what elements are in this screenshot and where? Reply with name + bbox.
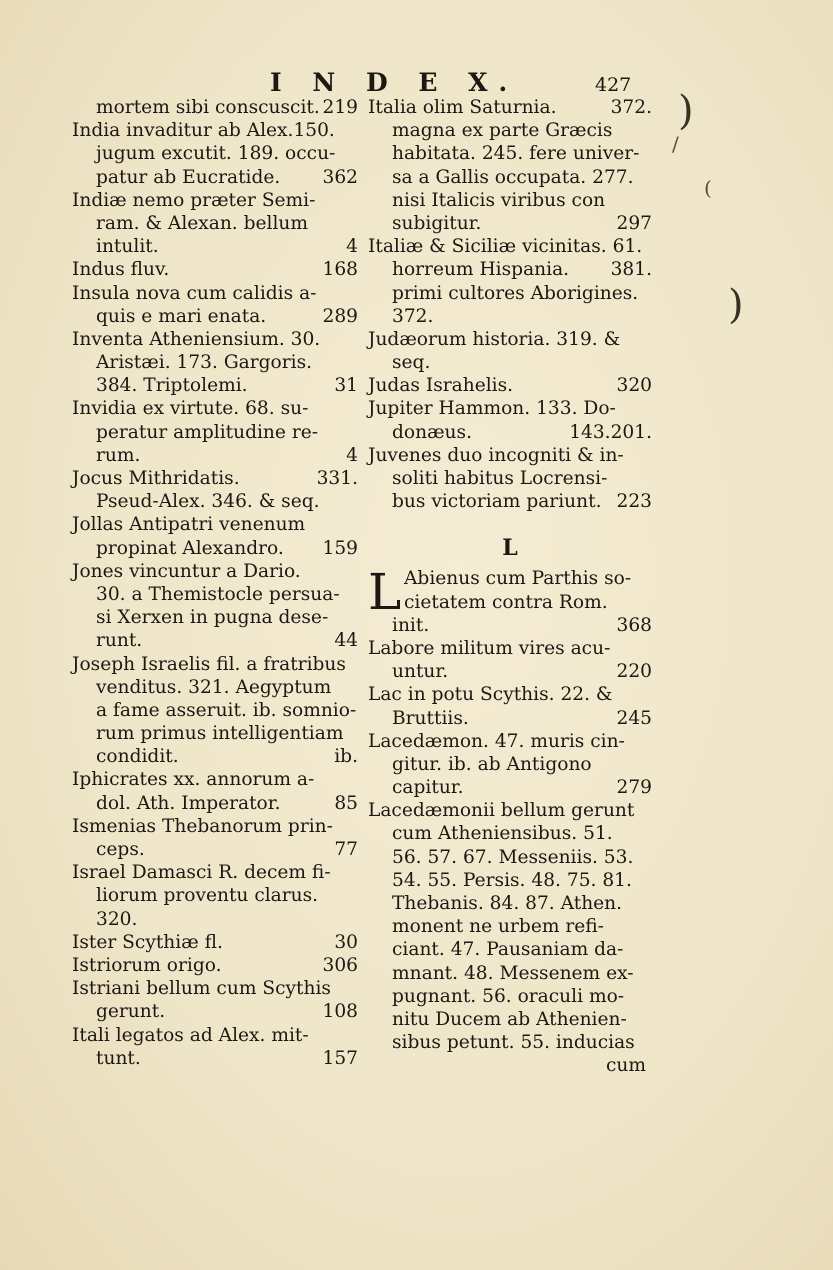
index-entry-line [72,745,358,768]
entry-text: jugum excutit. 189. occu- [96,143,336,165]
index-entry-line [72,931,358,954]
entry-text: Indus fluv. [72,259,170,281]
index-entry-line [368,374,652,397]
entry-text: soliti habitus Locrensi- [392,468,608,489]
index-entry-line [368,776,652,799]
index-entry-line [72,699,358,722]
entry-text: condidit. [96,746,179,768]
index-entry-line [368,822,652,845]
entry-text: pugnant. 56. oraculi mo- [392,985,625,1007]
entry-text: Bruttiis. [392,707,469,729]
index-entry-line [368,467,652,490]
margin-bracket-mark: ) [728,282,744,328]
index-entry-line [72,142,358,165]
index-entry-line [368,1008,652,1031]
entry-text: nisi Italicis viribus con [392,189,606,211]
index-entry-line [72,513,358,536]
index-entry-line [72,560,358,583]
entry-text: ciant. 47. Pausaniam da- [392,939,624,961]
index-entry-line [368,142,652,165]
entry-page-ref: 30 [334,931,358,953]
entry-text: Juvenes duo incogniti & in- [368,444,624,466]
index-entry-line [72,166,358,189]
entry-text: propinat Alexandro. [96,537,284,559]
dropcap-entry-lines [368,563,652,622]
entry-text: ceps. [96,839,145,860]
index-entry-line [368,869,652,892]
index-entry-line [368,282,652,305]
index-entry-line [368,351,652,374]
index-entry-line [72,490,358,513]
entry-text: patur ab Eucratide. [96,166,281,188]
entry-text: mnant. 48. Messenem ex- [392,962,634,984]
entry-page-ref: 143.201. [569,421,652,443]
index-entry-line [72,722,358,745]
entries-letter-i [368,96,652,513]
entry-text: init. [392,614,430,636]
entries-letter-l [368,614,652,1055]
index-entry-line [368,753,652,776]
index-entry-line [72,235,358,258]
entry-page-ref: 223 [616,491,652,513]
entry-text: Joseph Israelis fil. a fratribus [72,653,346,675]
index-entry-line [368,96,652,119]
entry-text: intulit. [96,236,159,258]
margin-pen-mark: / [672,132,679,156]
section-gap [368,513,652,529]
index-entry-line [368,985,652,1008]
entry-text: sibus petunt. 55. inducias [392,1032,635,1054]
entry-text: Lac in potu Scythis. 22. & [368,684,613,706]
index-entry-line [368,444,652,467]
index-entry-line [368,707,652,730]
entry-page-ref: ib. [334,746,358,768]
dropcap-entry [368,563,652,622]
entry-text: ram. & Alexan. bellum [96,212,309,234]
entry-text: sa a Gallis occupata. 277. [392,166,634,188]
entry-text: gerunt. [96,1001,166,1023]
index-entry-line [72,258,358,281]
index-entry-line [368,212,652,235]
entry-text: Iphicrates xx. annorum a- [72,769,315,791]
entry-text: Istriani bellum cum Scythis [72,978,331,1000]
entry-text: horreum Hispania. [392,259,570,281]
entry-text: Jupiter Hammon. 133. Do- [368,398,616,420]
index-entry-line [72,1024,358,1047]
entry-text: 56. 57. 67. Messeniis. 53. [392,846,634,868]
index-entry-line [368,490,652,513]
entry-text: si Xerxen in pugna dese- [96,607,329,629]
index-entry-line [72,212,358,235]
entry-text: Pseud-Alex. 346. & seq. [96,491,320,513]
entry-text: habitata. 245. fere univer- [392,143,640,165]
index-entry-line [72,1000,358,1023]
entry-text: rum primus intelligentiam [96,723,344,745]
index-entry-line [368,614,652,637]
page-number: 427 [595,74,632,96]
entry-text: primi cultores Aborigines. [392,282,639,304]
index-entry-line [368,637,652,660]
entry-text: a fame asseruit. ib. somnio- [96,699,357,721]
index-entry-line [368,397,652,420]
entry-page-ref: 306 [322,954,358,976]
index-entry-line [368,328,652,351]
entry-text: quis e mari enata. [96,305,267,327]
index-entry-line [72,792,358,815]
entry-text: Inventa Atheniensium. 30. [72,328,321,350]
entry-page-ref: 4 [346,444,358,466]
entry-page-ref: 381. [610,259,652,281]
index-entry-line [368,730,652,753]
entry-text: Jones vincuntur a Dario. [72,560,301,582]
header-title: I N D E X. [270,68,519,97]
entry-text: Insula nova cum calidis a- [72,282,317,304]
index-entry-line [72,838,358,861]
entry-text: cum Atheniensibus. 51. [392,823,613,845]
index-entry-line [72,583,358,606]
entry-page-ref: 297 [616,212,652,234]
index-entry-line [72,977,358,1000]
entry-page-ref: 31 [334,375,358,397]
index-entry-line [72,119,358,142]
entry-text: gitur. ib. ab Antigono [392,753,592,775]
index-entry-line [368,591,652,614]
index-entry-line [368,119,652,142]
entry-text: dol. Ath. Imperator. [96,792,281,814]
index-entry-line [368,846,652,869]
section-heading-l: L [502,535,518,562]
entry-text: peratur amplitudine re- [96,421,318,443]
index-entry-line [368,421,652,444]
index-entry-line [368,962,652,985]
entry-text: venditus. 321. Aegyptum [96,676,332,698]
entry-text: 320. [96,908,138,930]
index-entry-line [72,653,358,676]
index-entry-line [72,537,358,560]
entry-text: Ismenias Thebanorum prin- [72,815,333,837]
index-entry-line [72,328,358,351]
index-entry-line [368,235,652,258]
index-entry-line [72,908,358,931]
entry-page-ref: 372. [610,97,652,118]
index-entry-line [72,397,358,420]
entry-page-ref: 368 [616,614,652,636]
entry-text: bus victoriam pariunt. [392,491,602,513]
entry-page-ref: 219 [322,97,358,118]
entry-text: donæus. [392,421,472,443]
entry-text: seq. [392,352,431,374]
page-header [270,68,670,98]
index-entry-line [72,676,358,699]
entry-text: Lacedæmonii bellum gerunt [368,800,635,822]
index-entry-line [72,768,358,791]
index-entry-line [368,1031,652,1054]
index-entry-line [368,189,652,212]
index-entry-line [368,258,652,281]
entry-page-ref: 168 [322,259,358,281]
index-entry-line [368,567,652,590]
entry-text: 54. 55. Persis. 48. 75. 81. [392,869,632,891]
entry-text: Labore militum vires acu- [368,637,611,659]
index-entry-line [72,351,358,374]
entry-page-ref: 279 [616,777,652,799]
entry-text: untur. [392,661,449,683]
entry-text: capitur. [392,777,464,799]
index-entry-line [72,282,358,305]
entry-page-ref: 108 [322,1001,358,1023]
margin-pen-mark: ( [704,176,712,200]
index-entry-line [72,189,358,212]
entry-text: Lacedæmon. 47. muris cin- [368,730,625,752]
left-index-column [72,96,358,1070]
index-entry-line [368,799,652,822]
right-index-column [368,96,652,1078]
index-entry-line [368,892,652,915]
entry-text: Istriorum origo. [72,954,222,976]
entry-text: monent ne urbem refi- [392,916,604,938]
entry-page-ref: 220 [616,661,652,683]
entry-text: rum. [96,444,141,466]
index-entry-line [72,421,358,444]
entry-text: tunt. [96,1047,141,1069]
entry-page-ref: 77 [334,839,358,860]
index-entry-line [72,96,358,119]
entry-page-ref: 85 [334,792,358,814]
entry-text: Jollas Antipatri venenum [72,514,306,536]
index-entry-line [368,660,652,683]
entry-text: Indiæ nemo præter Semi- [72,189,316,211]
entry-text: Thebanis. 84. 87. Athen. [392,893,623,914]
entry-text: India invaditur ab Alex.150. [72,120,335,142]
index-entry-line [72,815,358,838]
index-entry-line [72,629,358,652]
index-entry-line [72,305,358,328]
entry-text: Judæorum historia. 319. & [368,328,621,350]
entry-page-ref: 245 [616,707,652,729]
index-entry-line [368,938,652,961]
entry-text: Itali legatos ad Alex. mit- [72,1024,309,1046]
entry-text: Aristæi. 173. Gargoris. [96,352,313,374]
index-entry-line [368,683,652,706]
index-entry-line [72,1047,358,1070]
index-entry-line [368,915,652,938]
entry-text: Italiæ & Siciliæ vicinitas. 61. [368,236,643,258]
index-entry-line [72,861,358,884]
entry-text: Jocus Mithridatis. [72,468,240,489]
entry-page-ref: 4 [346,236,358,258]
entry-text: mortem sibi conscuscit. [96,97,320,118]
entry-page-ref: 362 [322,166,358,188]
entry-page-ref: 289 [322,305,358,327]
catchword [368,1054,652,1077]
entry-page-ref: 320 [616,375,652,397]
entry-text: liorum proventu clarus. [96,885,319,907]
entry-text: subigitur. [392,212,482,234]
entry-page-ref: 331. [316,468,358,489]
index-entry-line [72,444,358,467]
entry-text: 384. Triptolemi. [96,375,248,397]
entry-text: Invidia ex virtute. 68. su- [72,398,309,420]
index-entry-line [368,166,652,189]
catchword-text: cum [605,1055,646,1077]
entry-text: magna ex parte Græcis [392,120,613,142]
entry-text: 30. a Themistocle persua- [96,583,340,605]
entry-text: Abienus cum Parthis so- [404,568,632,590]
entry-text: Judas Israhelis. [368,375,514,397]
index-entry-line [72,606,358,629]
index-entry-line [72,374,358,397]
entry-text: Ister Scythiæ fl. [72,931,223,953]
entry-page-ref: 159 [322,537,358,559]
entry-text: Israel Damasci R. decem fi- [72,862,331,884]
entry-text: nitu Ducem ab Athenien- [392,1008,627,1030]
index-entry-line [72,884,358,907]
index-entry-line [72,467,358,490]
entry-text: 372. [392,305,434,327]
entry-page-ref: 44 [334,630,358,652]
margin-bracket-mark: ) [678,88,694,134]
dropcap-letter: L [368,563,402,622]
entry-text: cietatem contra Rom. [404,591,608,613]
entry-page-ref: 157 [322,1047,358,1069]
entry-text: Italia olim Saturnia. [368,97,557,118]
entry-text: runt. [96,630,143,652]
index-entry-line [368,305,652,328]
index-entry-line [72,954,358,977]
